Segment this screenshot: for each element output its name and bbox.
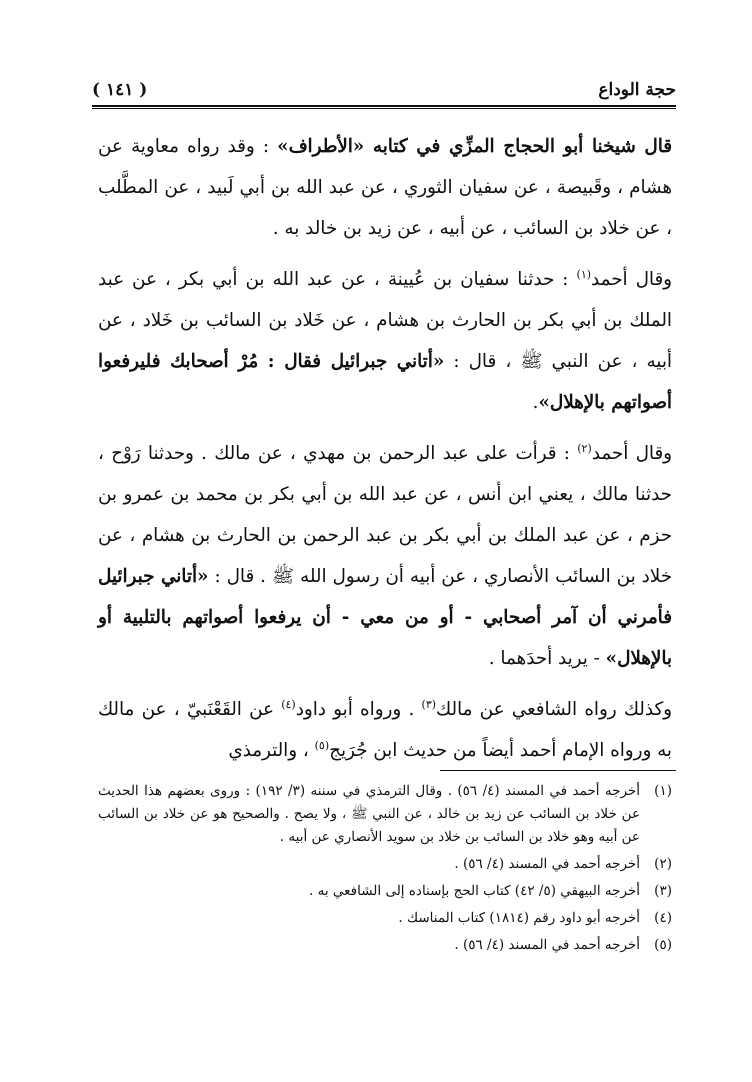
footnote-4 [98,907,672,930]
footnote-number: (١) [654,783,672,799]
footnote-text: أخرجه أحمد في المسند (٤/ ٥٦) . [454,937,640,953]
footnote-2 [98,853,672,876]
header-rule-thin [92,108,676,109]
footnote-ref-5[interactable]: (٥) [314,738,330,752]
main-text [98,126,672,771]
page-number: ( ١٤١ ) [92,80,148,100]
footnotes [98,780,672,961]
paragraph-4-text-a: . ورواه أبو داود [295,699,415,720]
paragraph-3-end: - يريد أحدَهما . [488,648,600,669]
running-header [92,76,676,104]
paragraph-4-lead: وكذلك رواه الشافعي عن مالك [436,699,673,720]
paragraph-3 [98,433,672,679]
paragraph-4 [98,689,672,771]
paragraph-2-quote: «أتاني جبرائيل فقال : مُرْ أصحابك فليرفعوا أصواتهم بالإهلال» [98,351,672,413]
paragraph-3-text: : قرأت على عبد الرحمن بن مهدي ، عن مالك . وحدثنا رَوْح ، حدثنا مالك ، يعني ابن أنس ، عن عبد الله بن أبي بكر بن محمد بن عمرو بن حزم ، عن عبد الملك بن أبي بكر بن عبد الرحمن بن الحارث بن هشام ، عن خلاد بن السائب الأنصاري ، عن أبيه أن رسول الله ﷺ . قال : [98,443,672,587]
footnote-number: (٣) [654,883,672,899]
paragraph-4-text-b: عن القَعْنَبيّ ، عن مالك به ورواه الإمام أحمد أيضاً من حديث ابن جُرَيج [98,699,672,761]
footnote-ref-3[interactable]: (٣) [421,697,437,711]
paragraph-1-text: : وقد رواه معاوية عن هشام ، وقَبيصة ، عن سفيان الثوري ، عن عبد الله بن أبي لَبيد ، عن المطَّلب ، عن خلاد بن السائب ، عن أبيه ، عن زيد بن خالد به . [98,136,672,239]
paragraph-2-lead: وقال أحمد [591,269,673,290]
paragraph-4-end: ، والترمذي [228,740,309,761]
book-title: حجة الوداع [598,80,676,100]
footnote-text: أخرجه أحمد في المسند (٤/ ٥٦) . [454,856,640,872]
paragraph-3-lead: وقال أحمد [591,443,673,464]
footnote-ref-2[interactable]: (٢) [577,441,592,455]
footnote-1 [98,780,672,849]
footnote-text: أخرجه البيهقي (٥/ ٤٢) كتاب الحج بإسناده إلى الشافعي به . [309,883,640,899]
header-rule [92,105,676,107]
paragraph-2 [98,259,672,423]
paragraph-2-end: . [532,392,539,413]
footnote-number: (٤) [654,910,672,926]
footnote-ref-1[interactable]: (١) [576,267,592,281]
paragraph-3-quote: «أتاني جبرائيل فأمرني أن آمر أصحابي - أو من معي - أن يرفعوا أصواتهم بالتلبية أو بالإهلال» [98,566,672,669]
footnote-text: أخرجه أبو داود رقم (١٨١٤) كتاب المناسك . [398,910,640,926]
paragraph-2-text: : حدثنا سفيان بن عُيينة ، عن عبد الله بن أبي بكر ، عن عبد الملك بن أبي بكر بن الحارث بن هشام ، عن خَلاد بن السائب بن خَلاد ، عن أبيه ، عن النبي ﷺ ، قال : [98,269,672,372]
footnote-5 [98,934,672,957]
footnote-rule [440,770,676,771]
footnote-ref-4[interactable]: (٤) [281,697,296,711]
paragraph-1-lead: قال شيخنا أبو الحجاج المزِّي في كتابه «الأطراف» [277,136,673,157]
footnote-3 [98,880,672,903]
footnote-text: أخرجه أحمد في المسند (٤/ ٥٦) . وقال الترمذي في سننه (٣/ ١٩٢) : وروى بعضهم هذا الحديث عن خلاد بن السائب عن زيد بن خالد ، عن النبي ﷺ ، ولا يصح . والصحيح هو عن خلاد بن السائب عن أبيه وهو خلاد بن السائب بن خلاد بن سويد الأنصاري عن أبيه . [98,783,641,845]
paragraph-1 [98,126,672,249]
footnote-number: (٢) [654,856,672,872]
footnote-number: (٥) [654,937,672,953]
